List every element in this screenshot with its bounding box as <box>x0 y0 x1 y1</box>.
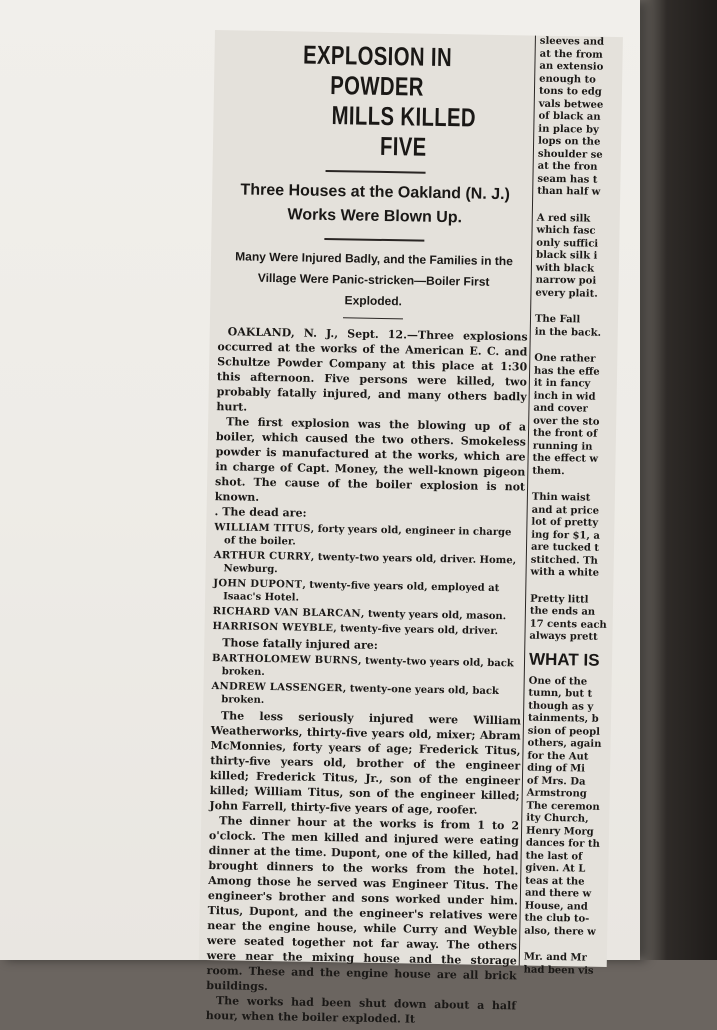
subhead-rule <box>324 238 424 242</box>
paragraph-dateline: OAKLAND, N. J., Sept. 12.—Three explosions occurred at the works of the American E. C. and Schultze Powder Company at this place at 1:30 this afternoon. Five persons were killed, two probably fatally injured, and many others badly hurt. <box>216 325 528 414</box>
fatal-intro: Those fatally injured are: <box>222 636 379 652</box>
dead-entry <box>214 521 524 552</box>
adjacent-heading: WHAT IS <box>528 649 600 670</box>
adjacent-text-block: The Fall in the back. <box>534 313 602 339</box>
adjacent-text-block: Pretty littl the ends an 17 cents each always prett <box>529 593 607 643</box>
dead-desc: , twenty-two years old, driver. Home, Newburg. <box>223 551 517 576</box>
dead-desc: , twenty-five years old, driver. <box>333 623 499 638</box>
adjacent-column <box>524 36 630 978</box>
headline-line-2: MILLS KILLED FIVE <box>331 100 477 162</box>
dead-name: HARRISON WEYBLE <box>212 621 334 635</box>
adjacent-text-block: One rather has the effe it in fancy inch in wid and cover over the sto the front of running in the effect w them. <box>532 352 600 477</box>
dead-name: ARTHUR CURRY <box>213 550 311 563</box>
fatal-name: ANDREW LASSENGER <box>211 681 343 695</box>
deck-rule <box>343 317 403 319</box>
dead-desc: , twenty years old, mason. <box>360 608 507 623</box>
dead-desc: , forty years old, engineer in charge of the boiler. <box>223 523 512 548</box>
headline-rule <box>326 170 426 174</box>
dead-desc: , twenty-five years old, employed at Isaac's Hotel. <box>223 579 500 604</box>
article-column <box>206 30 533 1028</box>
adjacent-text-block: sleeves and at the from an extensio enough to tons to edg vals betwee of black an in place by lops on the shoulder se at the fron seam has t than half w <box>537 35 605 198</box>
paragraph-cause: The first explosion was the blowing up of a boiler, which caused the two others. Smokeless powder is manufactured at the works, which are in charge of Capt. Money, the well-known pigeon shot. The cause of the boiler explosion is not known. <box>214 415 527 504</box>
subhead: Three Houses at the Oakland (N. J.) Works Were Blown Up. <box>240 181 511 227</box>
dead-name: JOHN DUPONT <box>213 578 303 591</box>
dead-name: RICHARD VAN BLARCAN <box>212 606 362 620</box>
adjacent-text-block: A red silk which fasc only suffici black silk i with black narrow poi every plait. <box>535 212 599 300</box>
fatal-entry <box>211 680 521 711</box>
paragraph-injured: The less seriously injured were William Weatherworks, thirty-five years old, mixer; Abram McMonnies, forty years of age; Frederick Titus, thirty-five years old, brother of the engineer killed; Frederick Titus, Jr., son of the engineer killed; William Titus, son of the engineer killed; John Farrell, thirty-five years of age, roofer. <box>209 709 522 817</box>
fatal-desc: , twenty-two years old, back broken. <box>221 655 514 678</box>
deck: Many Were Injured Badly, and the Families in the Village Were Panic-stricken—Boiler First Exploded. <box>235 249 513 309</box>
dead-intro: . The dead are: <box>214 505 307 520</box>
fatal-desc: , twenty-one years old, back broken. <box>221 683 499 706</box>
dead-entry <box>213 577 523 608</box>
paragraph-shutdown: The works had been shut down about a half hour, when the boiler exploded. It <box>205 994 517 1026</box>
headline-line-1: EXPLOSION IN POWDER <box>302 39 453 102</box>
fatal-name: BARTHOLOMEW BURNS <box>211 653 359 667</box>
dead-entry <box>213 549 523 580</box>
paragraph-dinner-hour: The dinner hour at the works is from 1 to 2 o'clock. The men killed and injured were eating dinner at the time. Dupont, one of the killed, had brought dinners to the works from the hotel. Among those he served was Engineer Titus. The engineer's brother and sons worked under him. Titus, Dupont, and the engineer's relatives were near the engine house, while Curry and Weyble were seated together not far away. The others were near the mixing house and the storage room. These and the engine house are all brick buildings. <box>206 814 520 994</box>
newspaper-clipping <box>199 30 623 1026</box>
adjacent-text-block: Mr. and Mr had been vis <box>523 951 594 977</box>
headline <box>255 39 499 163</box>
fatal-entry <box>212 652 522 683</box>
adjacent-text-block: One of the tumn, but t though as y tainments, b sion of peopl others, again for the Aut ding of Mi of Mrs. Da Armstrong The ceremon ity Church, Henry Morg dances for th the last of given. At L teas at the and there w House, and the club to- also, there w <box>524 675 602 938</box>
adjacent-text-block: Thin waist and at price lot of pretty ing for $1, a are tucked t stitched. Th with a white <box>530 491 600 579</box>
dead-name: WILLIAM TITUS <box>214 522 311 535</box>
